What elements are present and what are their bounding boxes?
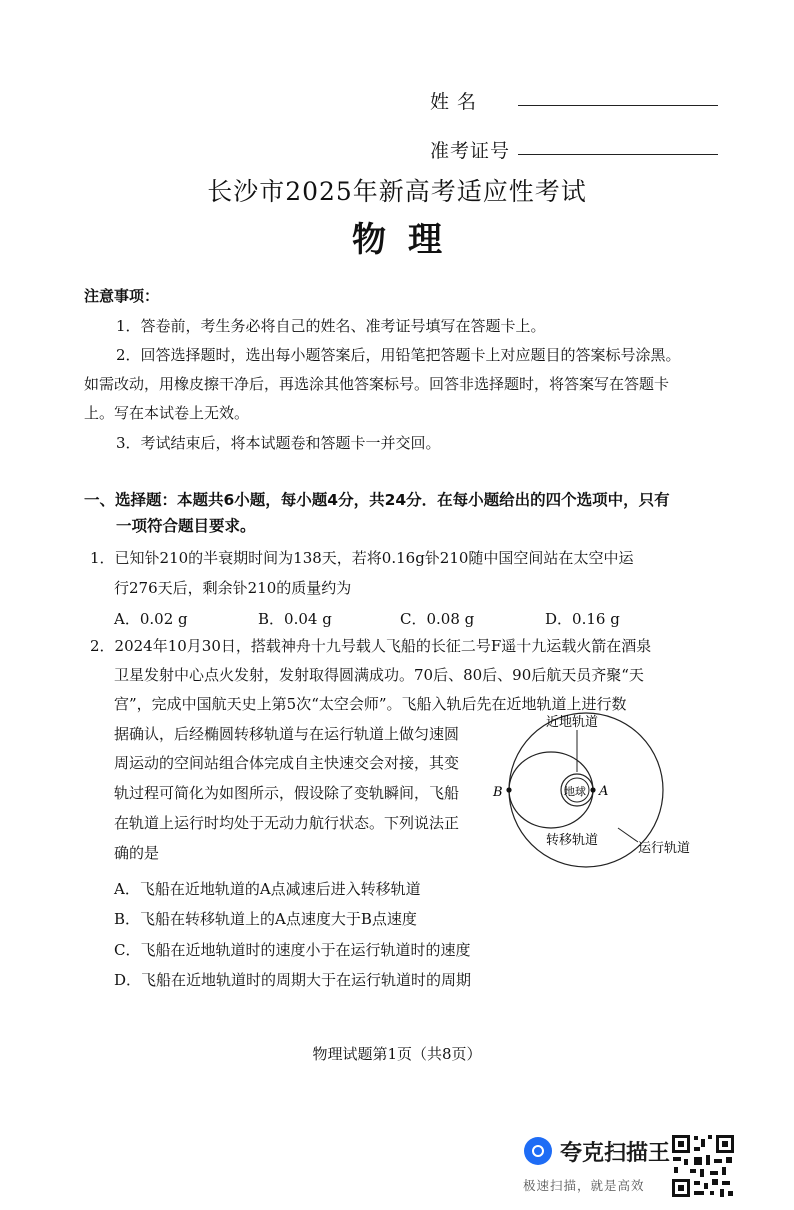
section-heading (84, 487, 724, 539)
point-b-dot (506, 787, 511, 792)
q2-option-b: B．飞船在转移轨道上的A点速度大于B点速度 (114, 910, 417, 928)
notice-item-2-end: 上。写在本试卷上无效。 (84, 404, 250, 422)
q1-option-a: A．0.02 g (114, 610, 188, 628)
subject-title: 物理 (352, 220, 464, 260)
q2-line1: 2．2024年10月30日，搭载神舟十九号载人飞船的长征二号F遥十九运载火箭在酒泉 (90, 637, 652, 655)
q1-option-b: B．0.04 g (258, 610, 332, 628)
name-label: 姓 名 (430, 91, 478, 113)
page-footer: 物理试题第1页（共8页） (312, 1045, 482, 1063)
q2-option-d: D．飞船在近地轨道时的周期大于在运行轨道时的周期 (114, 971, 472, 989)
section-heading-line1: 一、选择题：本题共6小题，每小题4分，共24分．在每小题给出的四个选项中，只有 (84, 491, 670, 509)
scanner-slogan: 极速扫描，就是高效 (523, 1178, 645, 1193)
exam-id-label: 准考证号 (430, 140, 511, 162)
q2-line6: 轨过程可简化为如图所示，假设除了变轨瞬间，飞船 (114, 784, 460, 802)
run-orbit-leader (618, 828, 638, 842)
q2-line4: 据确认，后经椭圆转移轨道与在运行轨道上做匀速圆 (114, 725, 460, 743)
notice-item-3: 3．考试结束后，将本试题卷和答题卡一并交回。 (116, 434, 441, 452)
q2-line8: 确的是 (114, 844, 160, 862)
q1-line1: 1．已知钋210的半衰期时间为138天，若将0.16g钋210随中国空间站在太空中运 (90, 549, 634, 567)
q2-option-a: A．飞船在近地轨道的A点减速后进入转移轨道 (114, 880, 421, 898)
scanner-logo-icon (524, 1137, 552, 1165)
q2-line2: 卫星发射中心点火发射，发射取得圆满成功。70后、80后、90后航天员齐聚“天 (114, 666, 644, 684)
name-line (518, 105, 718, 106)
q2-line3: 宫”，完成中国航天史上第5次“太空会师”。飞船入轨后先在近地轨道上进行数 (114, 695, 627, 713)
qr-code-icon (670, 1133, 736, 1199)
q2-line7: 在轨道上运行时均处于无动力航行状态。下列说法正 (114, 814, 460, 832)
notice-item-1: 1．答卷前，考生务必将自己的姓名、准考证号填写在答题卡上。 (116, 317, 546, 335)
near-orbit-label: 近地轨道 (546, 715, 599, 730)
q2-option-c: C．飞船在近地轨道时的速度小于在运行轨道时的速度 (114, 941, 471, 959)
section-heading-line2: 一项符合题目要求。 (116, 517, 256, 535)
run-orbit-label: 运行轨道 (638, 841, 691, 856)
notice-item-2: 2．回答选择题时，选出每小题答案后，用铅笔把答题卡上对应题目的答案标号涂黑。 (116, 346, 681, 364)
exam-title: 长沙市2025年新高考适应性考试 (207, 177, 587, 206)
q2-line5: 周运动的空间站组合体完成自主快速交会对接，其变 (114, 754, 460, 772)
orbit-diagram (480, 700, 720, 875)
exam-id-line (518, 154, 718, 155)
notice-item-2-cont: 如需改动，用橡皮擦干净后，再选涂其他答案标号。回答非选择题时，将答案写在答题卡 (84, 375, 670, 393)
scanner-app-name: 夸克扫描王 (560, 1141, 671, 1166)
point-b-label: B (493, 785, 503, 800)
transfer-orbit-label: 转移轨道 (546, 833, 599, 848)
point-a-dot (590, 787, 595, 792)
earth-label: 地球 (564, 785, 586, 798)
q1-line2: 行276天后，剩余钋210的质量约为 (114, 579, 352, 597)
q1-option-d: D．0.16 g (545, 610, 620, 628)
notice-heading: 注意事项： (84, 287, 160, 305)
q1-option-c: C．0.08 g (400, 610, 475, 628)
point-a-label: A (599, 784, 609, 799)
